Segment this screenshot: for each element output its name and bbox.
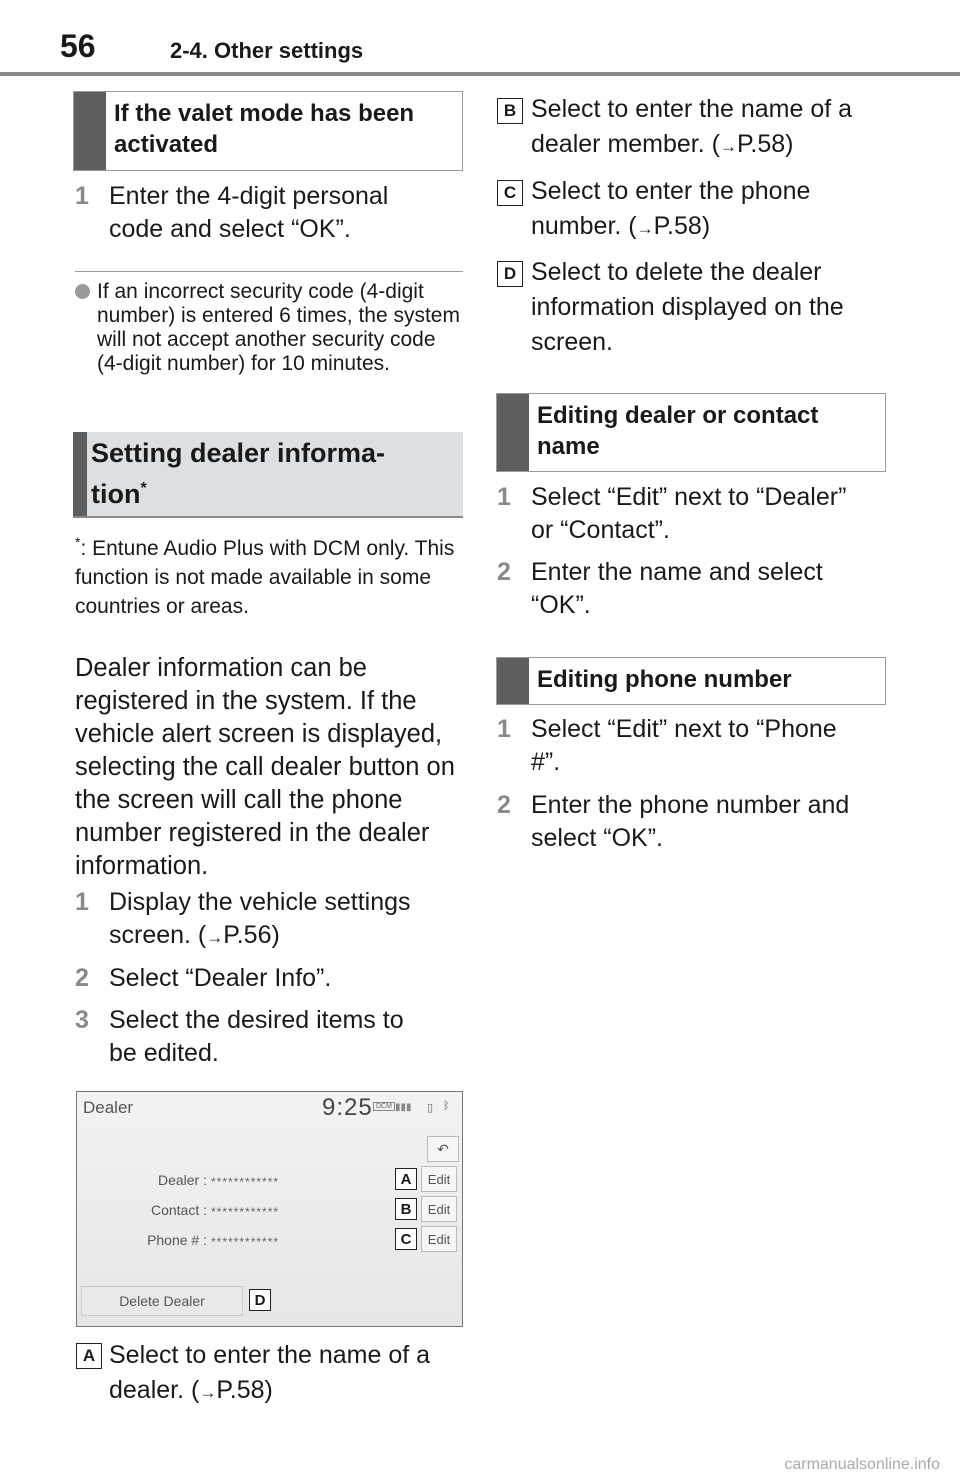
valet-heading-box: [73, 91, 463, 171]
arrow-icon: →: [206, 928, 224, 947]
edit-name-heading-box: [496, 393, 886, 472]
section-title: 2-4. Other settings: [170, 38, 364, 63]
edit-phone-button[interactable]: Edit: [421, 1226, 457, 1252]
watermark: carmanualsonline.info: [784, 1456, 940, 1473]
contact-label: Contact :: [150, 1202, 207, 1218]
dealer-value: ************: [211, 1175, 280, 1189]
description-c: Select to enter the phone number. (→P.58): [531, 177, 811, 240]
note-rule: [75, 271, 463, 272]
heading-bar: [73, 432, 87, 516]
arrow-icon: →: [719, 137, 737, 156]
description-b: Select to enter the name of a dealer member. (→P.58): [531, 95, 853, 158]
dcm-badge: DCM: [373, 1102, 395, 1111]
edit-phone-step-1: 1 Select “Edit” next to “Phone #”.: [497, 715, 837, 776]
valet-step: 1 Enter the 4-digit personal code and select “OK”.: [75, 182, 389, 243]
screen-title: Dealer: [83, 1098, 134, 1117]
page-number: 56: [60, 28, 96, 64]
letter-d: D: [497, 261, 523, 287]
edit-name-heading: Editing dealer or contact name: [537, 402, 819, 460]
heading-bar: [74, 92, 106, 170]
signal-icon: ▮▮▮: [395, 1102, 412, 1113]
edit-contact-button[interactable]: Edit: [421, 1196, 457, 1222]
dealer-step-3: 3 Select the desired items to be edited.: [75, 1006, 404, 1067]
letter-b: B: [395, 1198, 417, 1220]
description-a: Select to enter the name of a dealer. (→P.58): [109, 1341, 431, 1404]
letter-c: C: [395, 1228, 417, 1250]
letter-d: D: [249, 1289, 271, 1311]
edit-dealer-button[interactable]: Edit: [421, 1166, 457, 1192]
heading-bar: [497, 658, 529, 704]
heading-bar: [497, 394, 529, 471]
battery-icon: ▯: [427, 1102, 434, 1114]
arrow-icon: →: [199, 1383, 217, 1402]
back-arrow-icon[interactable]: ↶: [427, 1136, 459, 1162]
edit-phone-heading: Editing phone number: [537, 666, 792, 693]
letter-a: A: [76, 1343, 102, 1369]
edit-phone-step-2: 2 Enter the phone number and select “OK”.: [497, 791, 850, 852]
arrow-icon: →: [636, 219, 654, 238]
edit-name-step-1: 1 Select “Edit” next to “Dealer” or “Contact”.: [497, 483, 847, 544]
bluetooth-icon: ᛒ: [443, 1100, 450, 1112]
letter-c: C: [497, 180, 523, 206]
footnote: *: Entune Audio Plus with DCM only. This function is not made available in some countries or areas.: [75, 534, 455, 618]
phone-label: Phone # :: [147, 1232, 207, 1248]
description-d: Select to delete the dealer information displayed on the screen.: [531, 258, 844, 356]
dealer-description: Dealer information can be registered in the system. If the vehicle alert screen is displayed, selecting the call dealer button on the screen will call the phone number registered in the dealer information.: [75, 654, 455, 880]
dealer-heading: Setting dealer informa- tion*: [91, 438, 386, 509]
dealer-screen: [76, 1091, 463, 1327]
bullet-icon: [75, 284, 90, 299]
screen-clock: 9:25: [322, 1094, 373, 1121]
valet-heading: If the valet mode has been activated: [114, 100, 415, 158]
delete-dealer-button[interactable]: Delete Dealer: [81, 1286, 243, 1316]
header-rule: [0, 72, 960, 76]
dealer-step-2: 2 Select “Dealer Info”.: [75, 964, 332, 992]
contact-value: ************: [211, 1205, 280, 1219]
edit-phone-heading-box: [496, 657, 886, 705]
letter-a: A: [395, 1168, 417, 1190]
letter-b: B: [497, 98, 523, 124]
dealer-heading-box: [73, 432, 463, 518]
edit-name-step-2: 2 Enter the name and select “OK”.: [497, 558, 823, 619]
dealer-label: Dealer :: [157, 1172, 207, 1188]
phone-value: ************: [211, 1235, 280, 1249]
note: If an incorrect security code (4-digit number) is entered 6 times, the system will not accept another security code (4-digit number) for 10 minutes.: [75, 280, 463, 376]
dealer-step-1: 1 Display the vehicle settings screen. (→P.56): [75, 888, 411, 949]
